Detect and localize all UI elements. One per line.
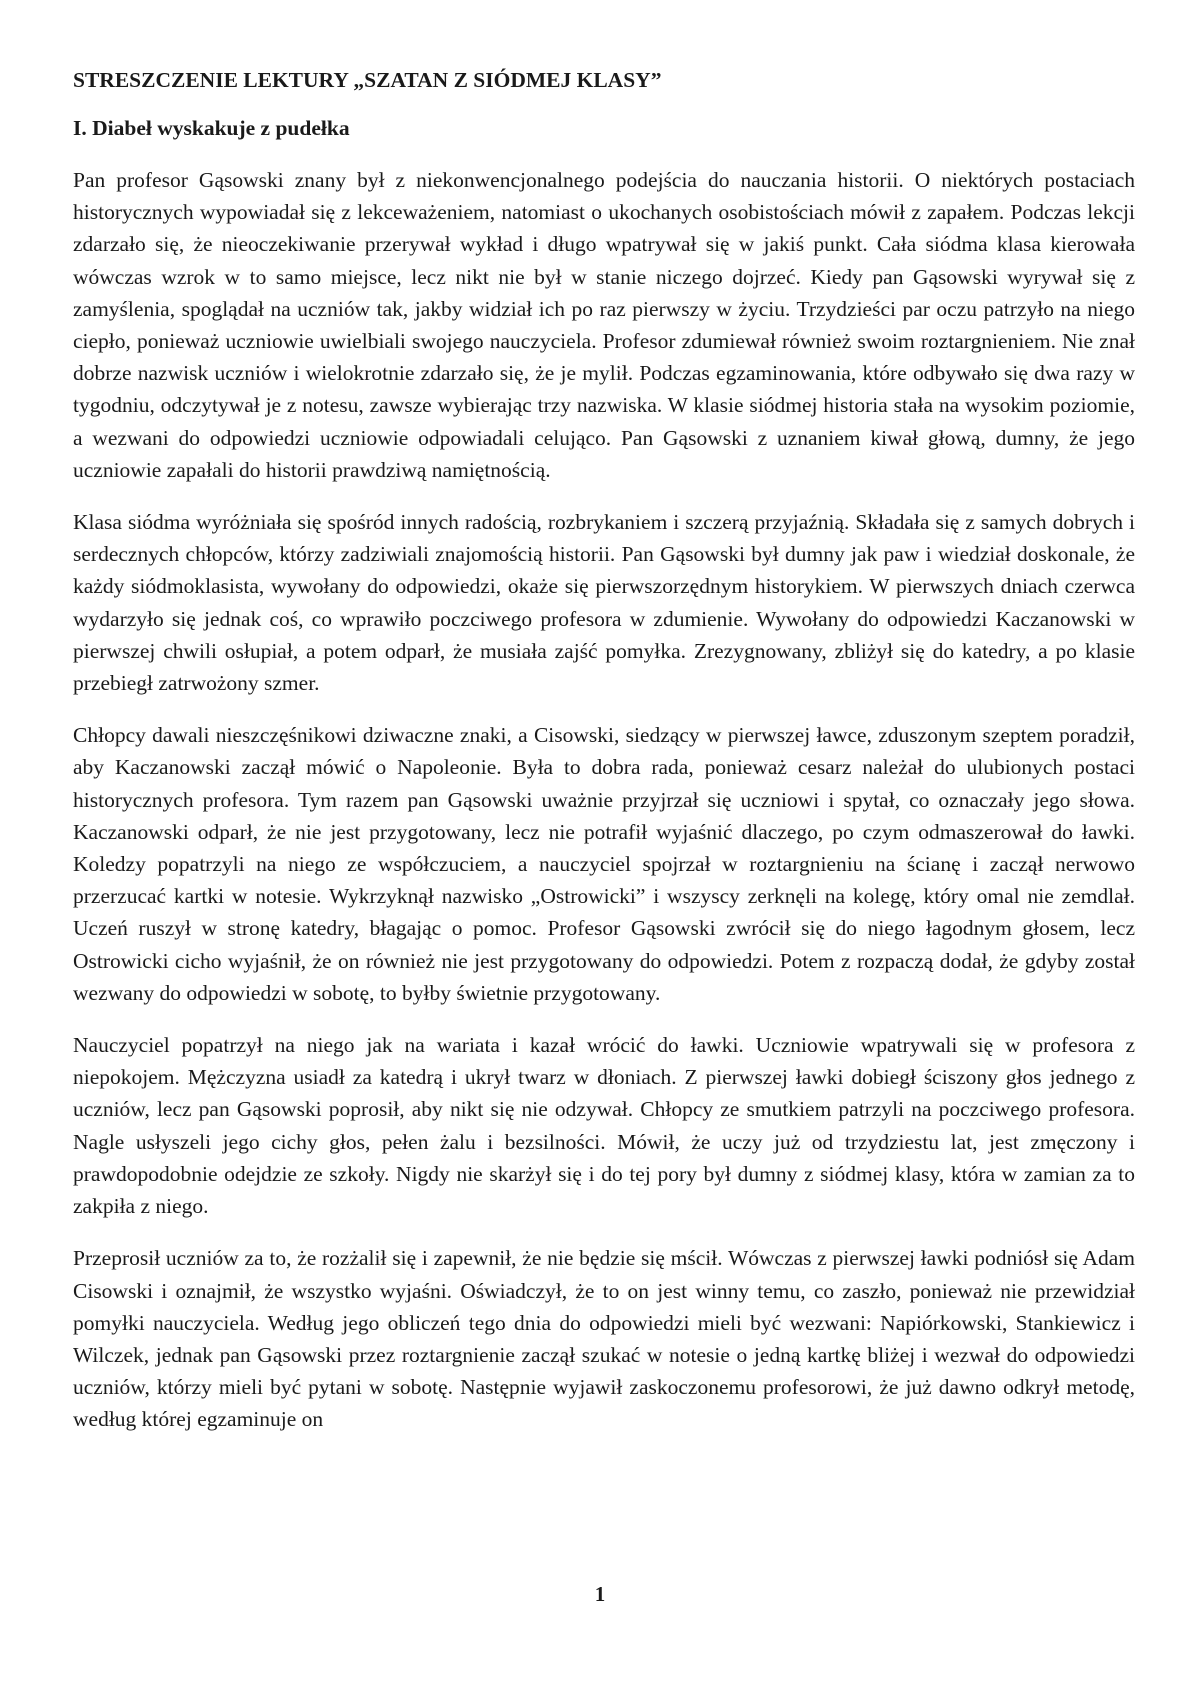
page-number: 1 [594, 1582, 606, 1606]
paragraph: Nauczyciel popatrzył na niego jak na wariata i kazał wrócić do ławki. Uczniowie wpatrywali się w profesora z niepokojem. Mężczyzna usiadł za katedrą i ukrył twarz w dłoniach. Z pierwszej ławki dobiegł ściszony głos jednego z uczniów, lecz pan Gąsowski poprosił, aby nikt się nie odzywał. Chłopcy ze smutkiem patrzyli na poczciwego profesora. Nagle usłyszeli jego cichy głos, pełen żalu i bezsilności. Mówił, że uczy już od trzydziestu lat, jest zmęczony i prawdopodobnie odejdzie ze szkoły. Nigdy nie skarżył się i do tej pory był dumny z siódmej klasy, która w zamian za to zakpiła z niego. [73, 1033, 1135, 1219]
paragraph: Klasa siódma wyróżniała się spośród innych radością, rozbrykaniem i szczerą przyjaźnią. Składała się z samych dobrych i serdecznych chłopców, którzy zadziwiali znajomością historii. Pan Gąsowski był dumny jak paw i wiedział doskonale, że każdy siódmoklasista, wywołany do odpowiedzi, okaże się pierwszorzędnym historykiem. W pierwszych dniach czerwca wydarzyło się jednak coś, co wprawiło poczciwego profesora w zdumienie. Wywołany do odpowiedzi Kaczanowski w pierwszej chwili osłupiał, a potem odparł, że musiała zajść pomyłka. Zrezygnowany, zbliżył się do katedry, a po klasie przebiegł zatrwożony szmer. [73, 510, 1135, 696]
paragraph: Przeprosił uczniów za to, że rozżalił się i zapewnił, że nie będzie się mścił. Wówczas z pierwszej ławki podniósł się Adam Cisowski i oznajmił, że wszystko wyjaśni. Oświadczył, że to on jest winny temu, co zaszło, ponieważ nie przewidział pomyłki nauczyciela. Według jego obliczeń tego dnia do odpowiedzi mieli być wezwani: Napiórkowski, Stankiewicz i Wilczek, jednak pan Gąsowski przez roztargnienie zaczął szukać w notesie o jedną kartkę bliżej i wezwał do odpowiedzi uczniów, którzy mieli być pytani w sobotę. Następnie wyjawił zaskoczonemu profesorowi, że już dawno odkrył metodę, według której egzaminuje on [73, 1246, 1135, 1432]
paragraph: Chłopcy dawali nieszczęśnikowi dziwaczne znaki, a Cisowski, siedzący w pierwszej ławce, zduszonym szeptem poradził, aby Kaczanowski zaczął mówić o Napoleonie. Była to dobra rada, ponieważ cesarz należał do ulubionych postaci historycznych profesora. Tym razem pan Gąsowski uważnie przyjrzał się uczniowi i spytał, co oznaczały jego słowa. Kaczanowski odparł, że nie jest przygotowany, lecz nie potrafił wyjaśnić dlaczego, po czym odmaszerował do ławki. Koledzy popatrzyli na niego ze współczuciem, a nauczyciel spojrzał w roztargnieniu na ścianę i zaczął nerwowo przerzucać kartki w notesie. Wykrzyknął nazwisko „Ostrowicki” i wszyscy zerknęli na kolegę, który omal nie zemdlał. Uczeń ruszył w stronę katedry, błagając o pomoc. Profesor Gąsowski zwrócił się do niego łagodnym głosem, lecz Ostrowicki cicho wyjaśnił, że on również nie jest przygotowany do odpowiedzi. Potem z rozpaczą dodał, że gdyby został wezwany do odpowiedzi w sobotę, to byłby świetnie przygotowany. [73, 723, 1135, 1005]
paragraph: Pan profesor Gąsowski znany był z niekonwencjonalnego podejścia do nauczania historii. O niektórych postaciach historycznych wypowiadał się z lekceważeniem, natomiast o ukochanych osobistościach mówił z zapałem. Podczas lekcji zdarzało się, że nieoczekiwanie przerywał wykład i długo wpatrywał się w jakiś punkt. Cała siódma klasa kierowała wówczas wzrok w to samo miejsce, lecz nikt nie był w stanie niczego dojrzeć. Kiedy pan Gąsowski wyrywał się z zamyślenia, spoglądał na uczniów tak, jakby widział ich po raz pierwszy w życiu. Trzydzieści par oczu patrzyło na niego ciepło, ponieważ uczniowie uwielbiali swojego nauczyciela. Profesor zdumiewał również swoim roztargnieniem. Nie znał dobrze nazwisk uczniów i wielokrotnie zdarzało się, że je mylił. Podczas egzaminowania, które odbywało się dwa razy w tygodniu, odczytywał je z notesu, zawsze wybierając trzy nazwiska. W klasie siódmej historia stała na wysokim poziomie, a wezwani do odpowiedzi uczniowie odpowiadali celująco. Pan Gąsowski z uznaniem kiwał głową, dumny, że jego uczniowie zapałali do historii prawdziwą namiętnością. [73, 168, 1135, 482]
document-title: STRESZCZENIE LEKTURY „SZATAN Z SIÓDMEJ KLASY” [73, 68, 662, 92]
chapter-heading: I. Diabeł wyskakuje z pudełka [73, 116, 350, 140]
document-page [73, 66, 1135, 1456]
